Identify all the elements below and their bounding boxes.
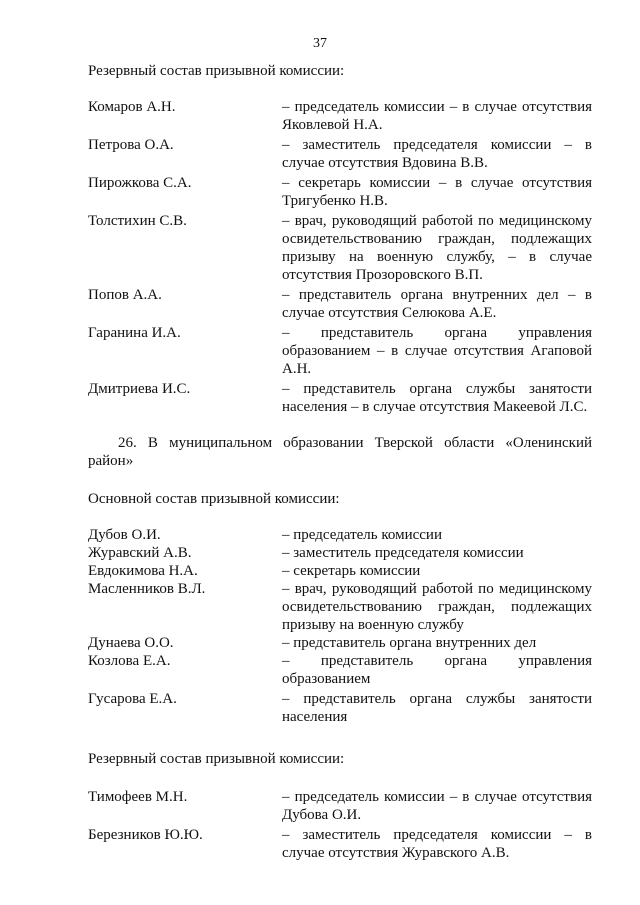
member-role: – врач, руководящий работой по медицинскому освидетельствованию граждан, подлежащих призыву на военную службу	[282, 581, 592, 633]
main-commission-list	[88, 526, 592, 726]
member-name: Петрова О.А.	[88, 137, 174, 153]
member-row	[88, 562, 592, 580]
reserve-commission-heading-2: Резервный состав призывной комиссии:	[88, 751, 345, 767]
member-row	[88, 634, 592, 652]
member-role: – представитель органа внутренних дел	[282, 635, 537, 651]
member-role: – представитель органа внутренних дел – в случае отсутствия Селюкова А.Е.	[282, 287, 592, 321]
member-name: Гусарова Е.А.	[88, 691, 177, 707]
member-name: Березников Ю.Ю.	[88, 827, 203, 843]
item-26-paragraph: 26. В муниципальном образовании Тверской области «Оленинский район»	[88, 435, 592, 469]
member-row	[88, 286, 592, 322]
member-name: Дунаева О.О.	[88, 635, 174, 651]
member-role: – заместитель председателя комиссии – в случае отсутствия Журавского А.В.	[282, 827, 592, 861]
member-row	[88, 652, 592, 688]
member-name: Гаранина И.А.	[88, 325, 181, 341]
member-row	[88, 788, 592, 824]
reserve-commission-list-2	[88, 788, 592, 862]
member-role: – представитель органа управления образованием – в случае отсутствия Агаповой А.Н.	[282, 325, 592, 377]
member-name: Попов А.А.	[88, 287, 162, 303]
reserve-commission-list	[88, 98, 592, 416]
member-role: – представитель органа управления образованием	[282, 653, 592, 687]
member-row	[88, 212, 592, 284]
member-role: – врач, руководящий работой по медицинскому освидетельствованию граждан, подлежащих призыву на военную службу, – в случае отсутствия Прозоровского В.П.	[282, 213, 592, 283]
member-role: – председатель комиссии – в случае отсутствия Яковлевой Н.А.	[282, 99, 592, 133]
member-name: Козлова Е.А.	[88, 653, 171, 669]
member-row	[88, 690, 592, 726]
member-row	[88, 98, 592, 134]
member-role: – представитель органа службы занятости населения – в случае отсутствия Макеевой Л.С.	[282, 381, 592, 415]
member-name: Дмитриева И.С.	[88, 381, 191, 397]
member-name: Тимофеев М.Н.	[88, 789, 188, 805]
member-name: Евдокимова Н.А.	[88, 563, 198, 579]
member-role: – председатель комиссии – в случае отсутствия Дубова О.И.	[282, 789, 592, 823]
member-name: Дубов О.И.	[88, 527, 161, 543]
member-role: – представитель органа службы занятости населения	[282, 691, 592, 725]
member-role: – заместитель председателя комиссии	[282, 545, 524, 561]
member-row	[88, 380, 592, 416]
member-role: – заместитель председателя комиссии – в случае отсутствия Вдовина В.В.	[282, 137, 592, 171]
page-number: 37	[313, 36, 327, 51]
member-name: Комаров А.Н.	[88, 99, 176, 115]
member-name: Пирожкова С.А.	[88, 175, 192, 191]
member-name: Журавский А.В.	[88, 545, 192, 561]
member-row	[88, 544, 592, 562]
member-row	[88, 826, 592, 862]
member-role: – председатель комиссии	[282, 527, 442, 543]
member-row	[88, 580, 592, 634]
member-row	[88, 526, 592, 544]
member-row	[88, 136, 592, 172]
member-row	[88, 174, 592, 210]
member-row	[88, 324, 592, 378]
member-name: Толстихин С.В.	[88, 213, 187, 229]
document-body	[88, 62, 592, 862]
reserve-commission-heading: Резервный состав призывной комиссии:	[88, 63, 345, 79]
main-commission-heading: Основной состав призывной комиссии:	[88, 491, 340, 507]
member-role: – секретарь комиссии	[282, 563, 421, 579]
member-role: – секретарь комиссии – в случае отсутствия Тригубенко Н.В.	[282, 175, 592, 209]
member-name: Масленников В.Л.	[88, 581, 206, 597]
